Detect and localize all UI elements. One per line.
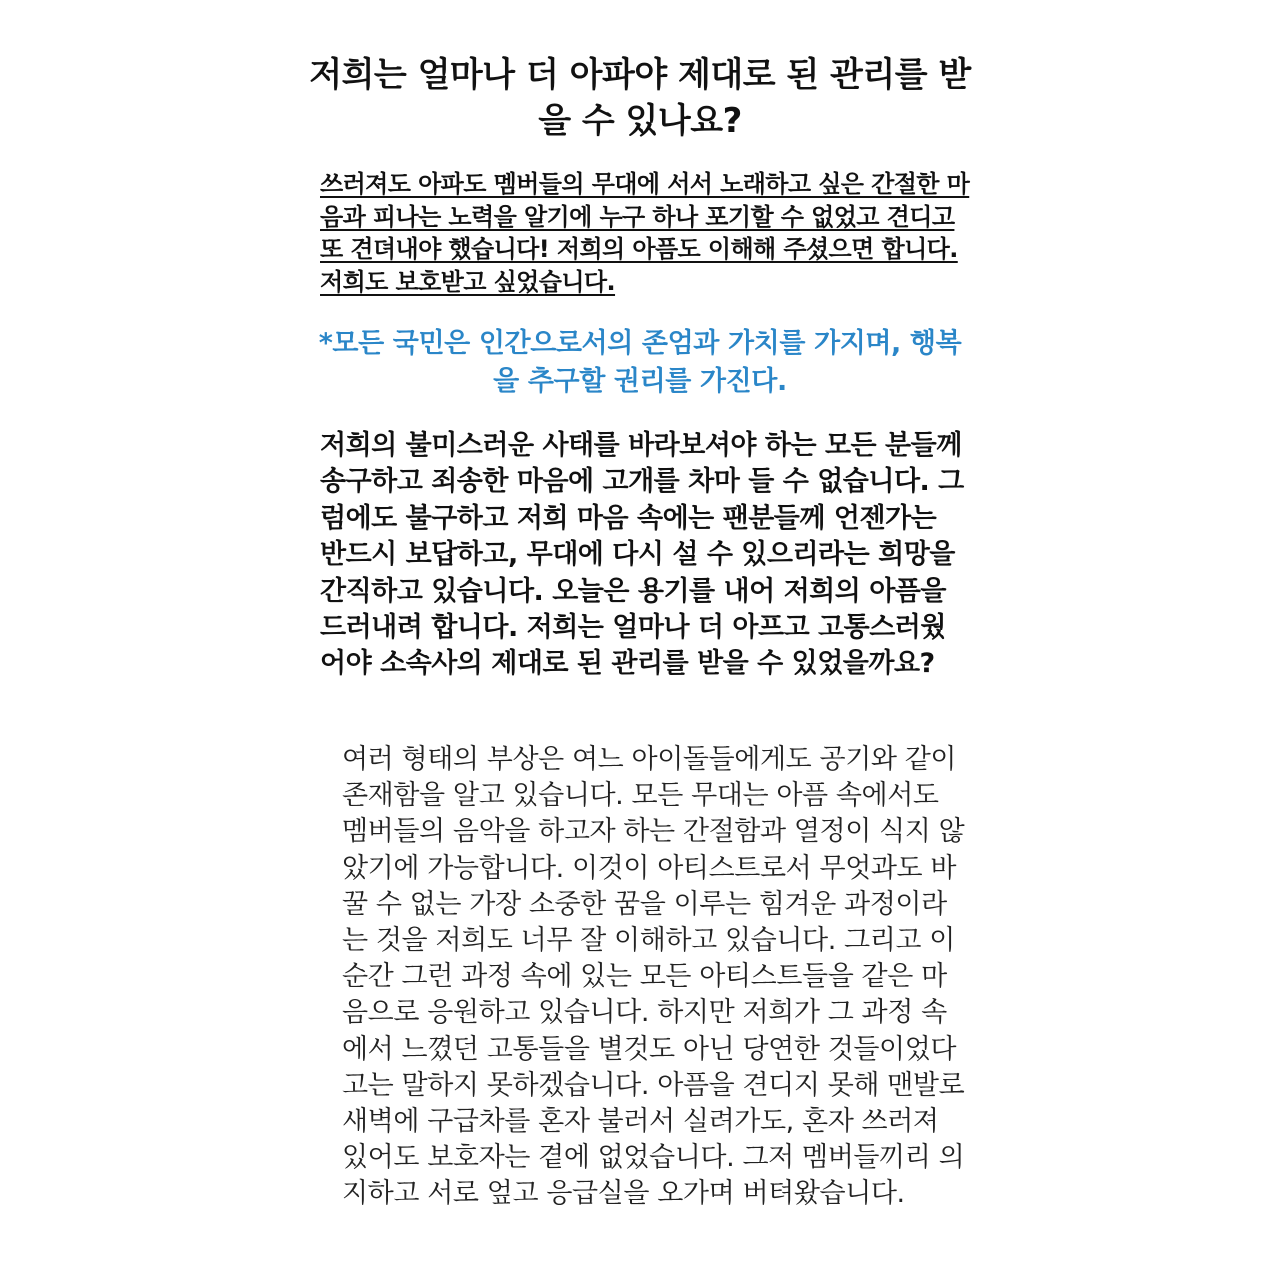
constitution-quote: *모든 국민은 인간으로서의 존엄과 가치를 가지며, 행복을 추구할 권리를 가진다. bbox=[318, 328, 962, 397]
body-paragraph: 여러 형태의 부상은 여느 아이돌들에게도 공기와 같이 존재함을 알고 있습니다. 모든 무대는 아픔 속에서도 멤버들의 음악을 하고자 하는 간절함과 열정이 식지 않았기에 가능합니다. 이것이 아티스트로서 무엇과도 바꿀 수 없는 가장 소중한 꿈을 이루는 힘겨운 과정이라는 것을 저희도 너무 잘 이해하고 있습니다. 그리고 이 순간 그런 과정 속에 있는 모든 아티스트들을 같은 마음으로 응원하고 있습니다. 하지만 저희가 그 과정 속에서 느꼈던 고통들을 별것도 아닌 당연한 것들이었다고는 말하지 못하겠습니다. 아픔을 견디지 못해 맨발로 새벽에 구급차를 혼자 불러서 실려가도, 혼자 쓰러져 있어도 보호자는 곁에 없었습니다. 그저 멤버들끼리 의지하고 서로 엎고 응급실을 오가며 버텨왔습니다. bbox=[342, 744, 965, 1210]
underlined-paragraph: 쓰러져도 아파도 멤버들의 무대에 서서 노래하고 싶은 간절한 마음과 피나는 노력을 알기에 누구 하나 포기할 수 없었고 견디고 또 견뎌내야 했습니다! 저희의 아픔도 이해해 주셨으면 합니다. 저희도 보호받고 싶었습니다. bbox=[320, 170, 970, 296]
page-title: 저희는 얼마나 더 아파야 제대로 된 관리를 받을 수 있나요? bbox=[309, 55, 971, 141]
apology-paragraph: 저희의 불미스러운 사태를 바라보셔야 하는 모든 분들께 송구하고 죄송한 마음에 고개를 차마 들 수 없습니다. 그럼에도 불구하고 저희 마음 속에는 팬분들께 언젠가는 반드시 보답하고, 무대에 다시 설 수 있으리라는 희망을 간직하고 있습니다. 오늘은 용기를 내어 저희의 아픔을 드러내려 합니다. 저희는 얼마나 더 아프고 고통스러웠어야 소속사의 제대로 된 관리를 받을 수 있었을까요? bbox=[320, 430, 964, 680]
